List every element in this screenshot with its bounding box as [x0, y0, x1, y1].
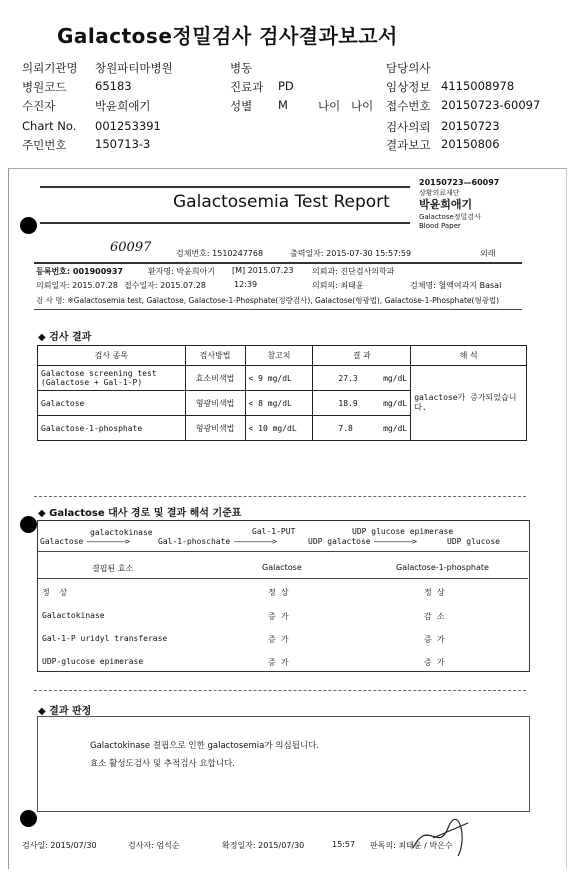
accession-label: 접수번호: [386, 99, 431, 113]
handwritten-number: 60097: [110, 240, 152, 255]
chart-no-label: Chart No.: [22, 119, 77, 133]
confirm-date: 확정일자: 2015/07/30: [222, 841, 305, 850]
hospital-code-value: 65183: [95, 79, 132, 93]
request-date: 의뢰일자: 2015.07.28: [36, 281, 118, 290]
divider: [34, 309, 522, 310]
request-department: 의뢰과: 진단검사의학과: [312, 267, 395, 276]
request-date-label: 검사의뢰: [386, 120, 431, 134]
test-method: 형광비색법: [185, 416, 245, 441]
divider: [37, 551, 528, 552]
enzyme-epimerase: UDP glucose epimerase: [352, 527, 454, 536]
table-row: [38, 366, 527, 391]
col-result: 결 과: [313, 346, 411, 366]
divider: [34, 262, 522, 264]
patient-sex-date: [M] 2015.07.23: [232, 266, 294, 275]
gal1p-level: 감 소: [424, 612, 445, 621]
col-galactose: Galactose: [262, 563, 302, 572]
confirm-time: 15:57: [332, 840, 356, 849]
arrow-icon: ——————————>: [374, 537, 416, 546]
test-name: Galactose screening test (Galactose + Gal-1-P): [38, 366, 186, 391]
request-date-value: 20150723: [441, 119, 500, 133]
reading-doctors: 판독의: 최태윤 / 박은수: [370, 841, 453, 850]
test-reference: < 8 mg/dL: [245, 391, 313, 416]
test-result: [313, 366, 411, 391]
label-test: Galactose정밀검사: [419, 213, 481, 221]
gal1p-level: 정 상: [424, 588, 445, 597]
gal1p-level: 증 가: [424, 635, 445, 644]
department-label: 진료과: [230, 80, 264, 94]
deficient-enzyme: 정 상: [42, 588, 68, 597]
resident-no-value: 150713-3: [95, 137, 151, 151]
col-deficient-enzyme: 결핍된 효소: [92, 564, 134, 573]
patient-name: 환자명: 박윤희아기: [148, 267, 216, 276]
report-date-value: 20150806: [441, 137, 500, 151]
hospital-name-label: 의뢰기관명: [22, 61, 78, 75]
result-value: 18.9: [338, 398, 358, 408]
galactose-level: 증 가: [268, 635, 289, 644]
test-date: 검사일: 2015/07/30: [22, 841, 97, 850]
report-date-label: 결과보고: [386, 138, 431, 152]
col-gal1p: Galactose-1-phosphate: [396, 563, 489, 572]
doctor-label: 담당의사: [386, 61, 431, 75]
test-method: 형광비색법: [185, 391, 245, 416]
receipt-time: 12:39: [234, 280, 258, 289]
tester: 검사자: 엄석순: [128, 841, 180, 850]
galactose-level: 정 상: [268, 588, 289, 597]
substrate-galactose: Galactose: [40, 537, 84, 546]
registration-number: 등록번호: 001900937: [36, 267, 123, 276]
test-name: Galactose: [38, 391, 186, 416]
resident-no-label: 주민번호: [22, 138, 67, 152]
clinical-info-value: 4115008978: [441, 79, 515, 93]
test-reference: < 10 mg/dL: [245, 416, 313, 441]
clinical-info-label: 임상정보: [386, 80, 431, 94]
results-table: [37, 345, 527, 441]
col-test-item: 검사 종목: [38, 346, 186, 366]
galactose-level: 증 가: [268, 612, 289, 621]
punch-hole-icon: [20, 516, 37, 533]
label-patient-name: 박윤희애기: [419, 198, 473, 211]
arrow-icon: ——————————>: [87, 537, 129, 546]
enzyme-gal1put: Gal-1-PUT: [252, 527, 296, 536]
col-method: 검사방법: [185, 346, 245, 366]
test-name: Galactose-1-phosphate: [38, 416, 186, 441]
report-title: Galactosemia Test Report: [173, 192, 390, 212]
results-section-title: ◆ 검사 결과: [38, 332, 92, 343]
test-method: 효소비색법: [185, 366, 245, 391]
substrate-gal1p: Gal-1-phoschate: [158, 537, 231, 546]
test-result: [313, 416, 411, 441]
deficient-enzyme: UDP-glucose epimerase: [42, 657, 144, 666]
enzyme-galactokinase: galactokinase: [90, 528, 153, 537]
deficient-enzyme: Gal-1-P uridyl transferase: [42, 634, 168, 643]
label-org: 상황의료재단: [419, 189, 460, 197]
result-unit: mg/dL: [383, 423, 408, 433]
patient-label: 수진자: [22, 99, 56, 113]
galactose-level: 증 가: [268, 658, 289, 667]
print-date: 출력일자: 2015-07-30 15:57:59: [290, 249, 412, 258]
test-result: [313, 391, 411, 416]
deficient-enzyme: Galactokinase: [42, 611, 105, 620]
results-header-row: [38, 346, 527, 366]
judgement-section-title: ◆ 결과 판정: [38, 706, 92, 717]
divider: [34, 496, 526, 497]
judgement-line-1: Galactokinase 결핍으로 인한 galactosemia가 의심됩니다.: [90, 741, 320, 751]
punch-hole-icon: [20, 217, 37, 234]
age-value: 나이: [351, 99, 374, 113]
patient-value: 박윤희애기: [95, 99, 151, 113]
pathway-section-title: ◆ Galactose 대사 경로 및 결과 해석 기준표: [38, 508, 242, 519]
ward-label: 병동: [230, 61, 253, 75]
receipt-date: 접수일자: 2015.07.28: [124, 281, 206, 290]
punch-hole-icon: [20, 810, 37, 827]
divider: [37, 578, 528, 579]
interpretation-text: galactose가 증가되었습니다.: [411, 366, 527, 441]
judgement-line-2: 효소 활성도검사 및 추적검사 요합니다.: [90, 759, 235, 769]
substrate-udp-glucose: UDP glucose: [447, 537, 500, 546]
sex-label: 성별: [230, 99, 253, 113]
department-value: PD: [278, 79, 294, 93]
test-reference: < 9 mg/dL: [245, 366, 313, 391]
test-names: 검 사 명: ※Galactosemia test, Galactose, Galactose-1-Phosphate(정량검사), Galactose(형광법), Galactose-1-Phosphate(형광법): [36, 296, 500, 305]
col-interpretation: 해 석: [411, 346, 527, 366]
specimen-name: 검체명: 혈액여과지 Basal: [410, 281, 502, 290]
hospital-name-value: 창원파티마병원: [95, 61, 173, 75]
result-unit: mg/dL: [383, 373, 408, 383]
substrate-udp-galactose: UDP galactose: [308, 537, 371, 546]
sex-value: M: [278, 98, 288, 112]
col-reference: 참고치: [245, 346, 313, 366]
result-value: 27.3: [338, 373, 358, 383]
specimen-number: 검체번호: 1510247768: [176, 249, 264, 258]
visit-type: 외래: [480, 249, 496, 258]
arrow-icon: ——————————>: [234, 537, 276, 546]
label-accession: 20150723—60097: [419, 178, 500, 187]
requesting-doctor: 의뢰의: 최태윤: [312, 281, 364, 290]
label-specimen: Blood Paper: [419, 222, 461, 230]
age-label: 나이: [318, 99, 341, 113]
hospital-code-label: 병원코드: [22, 80, 67, 94]
result-unit: mg/dL: [383, 398, 408, 408]
gal1p-level: 증 가: [424, 658, 445, 667]
divider: [34, 690, 526, 691]
accession-value: 20150723-60097: [441, 98, 541, 112]
page-title: Galactose정밀검사 검사결과보고서: [57, 24, 398, 48]
result-value: 7.8: [338, 423, 353, 433]
chart-no-value: 001253391: [95, 119, 161, 133]
